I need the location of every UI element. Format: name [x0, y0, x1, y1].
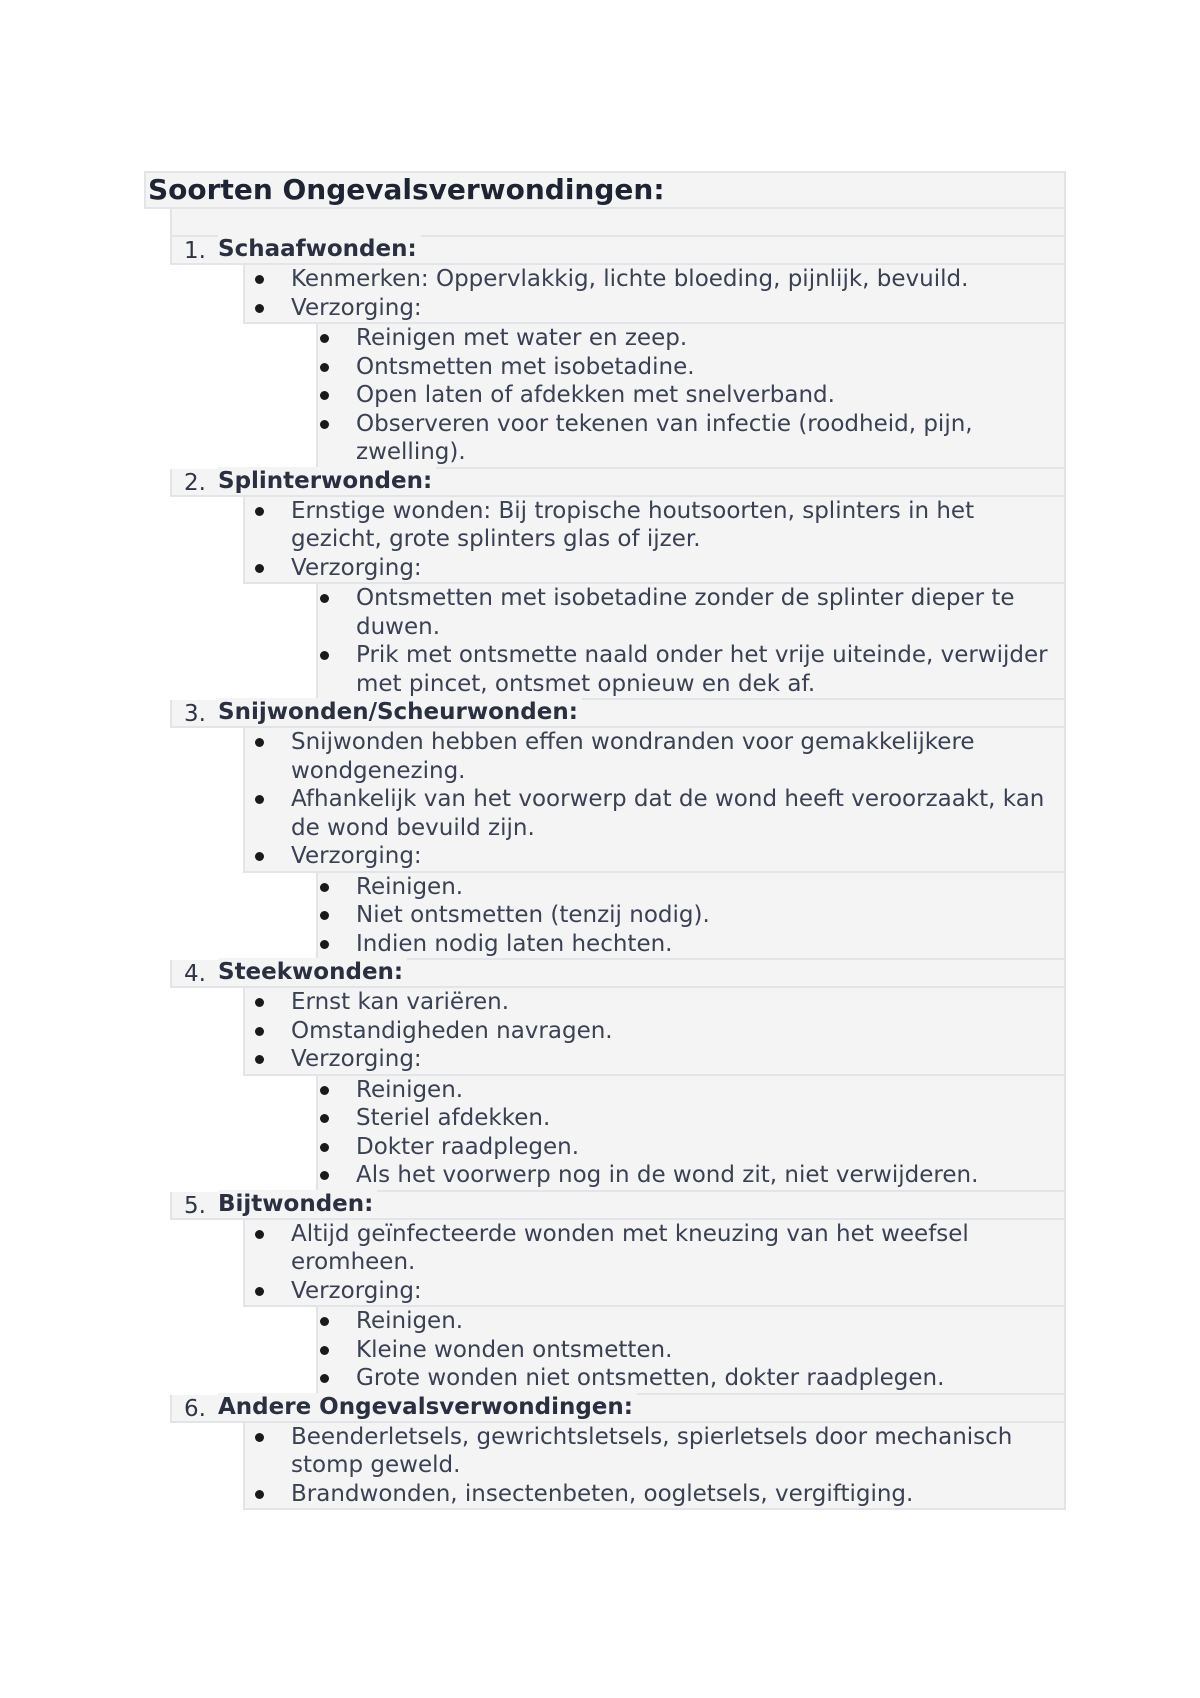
section-6 — [170, 1395, 1066, 1511]
sub-list-item — [318, 873, 1064, 902]
sub-list-item-text: Reinigen. — [356, 1076, 464, 1103]
section-heading — [170, 700, 1066, 728]
bullet-list — [243, 728, 1066, 873]
bullet-icon — [320, 1317, 329, 1326]
bullet-icon — [320, 420, 329, 429]
bullet-icon — [255, 852, 264, 861]
section-number: 3. — [184, 701, 206, 727]
sub-list-item-text: Kleine wonden ontsmetten. — [356, 1336, 673, 1363]
list-item — [245, 554, 1064, 583]
sub-list-item — [318, 1076, 1064, 1105]
bullet-icon — [320, 1346, 329, 1355]
section-3 — [170, 700, 1066, 960]
bullet-icon — [320, 940, 329, 949]
bullet-icon — [255, 1055, 264, 1064]
list-item-text: Brandwonden, insectenbeten, oogletsels, vergiftiging. — [291, 1480, 914, 1507]
list-item-text: Kenmerken: Oppervlakkig, lichte bloeding, pijnlijk, bevuild. — [291, 266, 969, 292]
bullet-icon — [320, 594, 329, 603]
section-heading — [170, 469, 1066, 497]
sub-list-item — [318, 1161, 1064, 1190]
sub-bullet-list — [316, 584, 1066, 700]
section-number: 6. — [184, 1395, 206, 1422]
list-item — [245, 265, 1064, 294]
list-item — [245, 1220, 1064, 1277]
sub-list-item — [318, 930, 1064, 959]
section-number: 5. — [184, 1192, 206, 1219]
sub-list-item — [318, 1336, 1064, 1365]
section-heading — [170, 1192, 1066, 1220]
sub-list-item-text: Observeren voor tekenen van infectie (roodheid, pijn, zwelling). — [356, 410, 973, 465]
bullet-icon — [255, 1287, 264, 1296]
sub-bullet-list — [316, 873, 1066, 961]
bullet-icon — [255, 507, 264, 516]
sub-bullet-list — [316, 1076, 1066, 1192]
sub-list-item-text: Reinigen met water en zeep. — [356, 325, 688, 351]
document-body — [144, 171, 1066, 1510]
list-item-text: Beenderletsels, gewrichtsletsels, spierletsels door mechanisch stomp geweld. — [291, 1423, 1013, 1478]
list-item — [245, 1480, 1064, 1509]
section-4 — [170, 960, 1066, 1192]
sub-list-item — [318, 1104, 1064, 1133]
section-title: Splinterwonden: — [218, 467, 436, 495]
section-title: Snijwonden/Scheurwonden: — [218, 698, 582, 726]
list-item — [245, 1423, 1064, 1480]
section-heading — [170, 960, 1066, 988]
sub-list-item-text: Ontsmetten met isobetadine. — [356, 353, 695, 380]
bullet-list — [243, 265, 1066, 324]
page-title: Soorten Ongevalsverwondingen: — [144, 171, 1066, 209]
list-item — [245, 497, 1064, 554]
sub-list-item — [318, 901, 1064, 930]
sub-list-item-text: Steriel afdekken. — [356, 1105, 551, 1131]
sub-list-item-text: Prik met ontsmette naald onder het vrije uiteinde, verwijder met pincet, ontsmet opnieuw en dek af. — [356, 642, 1048, 697]
list-item — [245, 1017, 1064, 1046]
section-1 — [170, 237, 1066, 469]
bullet-icon — [320, 391, 329, 400]
bullet-icon — [320, 1086, 329, 1095]
list-item-text: Snijwonden hebben effen wondranden voor gemakkelijkere wondgenezing. — [291, 729, 975, 784]
sub-list-item — [318, 641, 1064, 698]
bullet-icon — [255, 738, 264, 747]
sub-bullet-list — [316, 324, 1066, 469]
section-title: Bijtwonden: — [218, 1190, 377, 1218]
section-number: 1. — [184, 238, 206, 264]
list-item — [245, 842, 1064, 871]
sub-list-item-text: Niet ontsmetten (tenzij nodig). — [356, 902, 710, 928]
sub-bullet-list — [316, 1307, 1066, 1395]
section-heading — [170, 237, 1066, 265]
bullet-list — [243, 1220, 1066, 1308]
bullet-icon — [255, 304, 264, 313]
list-item-text: Verzorging: — [291, 294, 422, 321]
bullet-icon — [255, 795, 264, 804]
list-item — [245, 785, 1064, 842]
sub-list-item-text: Indien nodig laten hechten. — [356, 930, 673, 957]
bullet-icon — [320, 1114, 329, 1123]
sub-list-item-text: Reinigen. — [356, 873, 464, 900]
sub-list-item-text: Open laten of afdekken met snelverband. — [356, 382, 835, 408]
section-number: 4. — [184, 961, 206, 987]
sub-list-item — [318, 1133, 1064, 1162]
list-item-text: Verzorging: — [291, 843, 422, 869]
list-item-text: Verzorging: — [291, 554, 422, 581]
section-title: Steekwonden: — [218, 958, 407, 986]
list-item — [245, 1045, 1064, 1074]
sub-list-item-text: Grote wonden niet ontsmetten, dokter raadplegen. — [356, 1365, 945, 1391]
bullet-icon — [255, 1230, 264, 1239]
sub-list-item — [318, 410, 1064, 467]
section-number: 2. — [184, 469, 206, 496]
sections-list — [144, 237, 1066, 1510]
sub-list-item — [318, 1364, 1064, 1393]
bullet-icon — [320, 1171, 329, 1180]
sub-list-item-text: Ontsmetten met isobetadine zonder de splinter dieper te duwen. — [356, 585, 1015, 640]
sub-list-item — [318, 353, 1064, 382]
bullet-icon — [255, 1027, 264, 1036]
section-2 — [170, 469, 1066, 701]
sub-list-item — [318, 584, 1064, 641]
list-item-text: Afhankelijk van het voorwerp dat de wond heeft veroorzaakt, kan de wond bevuild zijn. — [291, 786, 1045, 841]
list-item-text: Omstandigheden navragen. — [291, 1017, 613, 1044]
sub-list-item-text: Reinigen. — [356, 1308, 464, 1334]
bullet-icon — [320, 1143, 329, 1152]
list-item-text: Altijd geïnfecteerde wonden met kneuzing van het weefsel eromheen. — [291, 1220, 969, 1275]
bullet-icon — [255, 998, 264, 1007]
bullet-icon — [255, 1433, 264, 1442]
list-item-text: Verzorging: — [291, 1277, 422, 1304]
section-5 — [170, 1192, 1066, 1395]
sub-list-item — [318, 381, 1064, 410]
list-item — [245, 1277, 1064, 1306]
section-title: Schaafwonden: — [218, 235, 421, 263]
list-item-text: Ernstige wonden: Bij tropische houtsoorten, splinters in het gezicht, grote splinters glas of ijzer. — [291, 497, 975, 552]
list-item — [245, 988, 1064, 1017]
section-heading — [170, 1395, 1066, 1423]
sub-list-item — [318, 324, 1064, 353]
bullet-icon — [255, 275, 264, 284]
bullet-icon — [320, 651, 329, 660]
section-title: Andere Ongevalsverwondingen: — [218, 1393, 637, 1421]
bullet-icon — [320, 883, 329, 892]
list-item — [245, 294, 1064, 323]
bullet-list — [243, 988, 1066, 1076]
blank-line — [170, 209, 1066, 237]
list-item-text: Ernst kan variëren. — [291, 989, 510, 1015]
bullet-list — [243, 497, 1066, 585]
bullet-icon — [320, 334, 329, 343]
bullet-icon — [320, 911, 329, 920]
list-item-text: Verzorging: — [291, 1046, 422, 1072]
bullet-icon — [255, 1490, 264, 1499]
bullet-icon — [320, 363, 329, 372]
sub-list-item-text: Dokter raadplegen. — [356, 1133, 580, 1160]
list-item — [245, 728, 1064, 785]
bullet-list — [243, 1423, 1066, 1511]
bullet-icon — [320, 1374, 329, 1383]
bullet-icon — [255, 564, 264, 573]
sub-list-item — [318, 1307, 1064, 1336]
sub-list-item-text: Als het voorwerp nog in de wond zit, niet verwijderen. — [356, 1162, 979, 1188]
